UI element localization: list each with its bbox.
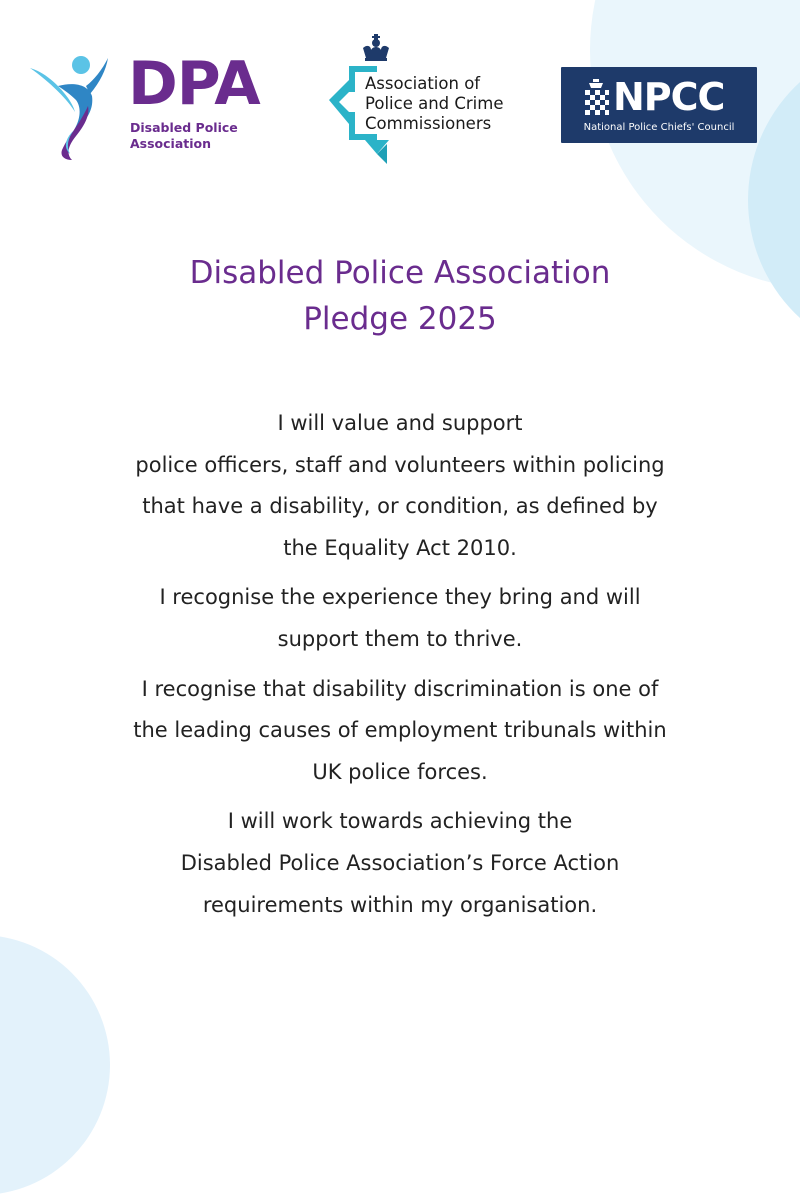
pledge-line: the Equality Act 2010. bbox=[283, 535, 517, 560]
person-figure-icon bbox=[28, 50, 128, 160]
background-circle-bottom-left bbox=[0, 935, 110, 1195]
pledge-line: requirements within my organisation. bbox=[202, 892, 598, 917]
pledge-line: I recognise the experience they bring and will bbox=[159, 585, 641, 610]
dpa-logo-subtitle-line: Disabled Police bbox=[130, 120, 238, 135]
apcc-logo-name-line: Commissioners bbox=[365, 114, 492, 133]
pledge-line: UK police forces. bbox=[312, 759, 488, 784]
pledge-line: that have a disability, or condition, as defined by bbox=[142, 494, 658, 519]
pledge-line: police officers, staff and volunteers within policing bbox=[135, 452, 665, 477]
dpa-wordmark: DPA bbox=[128, 49, 260, 119]
apcc-logo-name bbox=[365, 74, 540, 134]
pledge-paragraph bbox=[40, 577, 760, 660]
pledge-line: the leading causes of employment tribunals within bbox=[133, 718, 667, 743]
apcc-logo bbox=[325, 30, 525, 165]
page-title-line: Disabled Police Association bbox=[189, 255, 611, 291]
apcc-logo-name-line: Association of bbox=[365, 74, 481, 93]
pledge-line: I will work towards achieving the bbox=[227, 809, 573, 834]
pledge-paragraph bbox=[40, 403, 760, 569]
crown-icon bbox=[363, 34, 389, 61]
pledge-line: Disabled Police Association’s Force Action bbox=[180, 850, 620, 875]
pledge-body bbox=[40, 403, 760, 934]
checkered-crest-icon bbox=[583, 79, 609, 117]
pledge-paragraph bbox=[40, 801, 760, 926]
npcc-wordmark: NPCC bbox=[613, 75, 725, 119]
dpa-logo-subtitle-line: Association bbox=[130, 136, 212, 151]
pledge-line: I will value and support bbox=[277, 411, 523, 435]
apcc-logo-name-line: Police and Crime bbox=[365, 94, 504, 113]
dpa-logo bbox=[28, 50, 268, 160]
page-title-line: Pledge 2025 bbox=[303, 301, 497, 337]
page-title bbox=[0, 250, 800, 342]
dpa-logo-subtitle bbox=[130, 120, 270, 152]
pledge-line: I recognise that disability discrimination is one of bbox=[141, 676, 659, 701]
pledge-line: support them to thrive. bbox=[277, 626, 523, 651]
logo-bar bbox=[0, 0, 800, 180]
npcc-logo bbox=[561, 67, 757, 143]
npcc-logo-subtitle: National Police Chiefs' Council bbox=[583, 122, 735, 133]
pledge-paragraph bbox=[40, 669, 760, 794]
